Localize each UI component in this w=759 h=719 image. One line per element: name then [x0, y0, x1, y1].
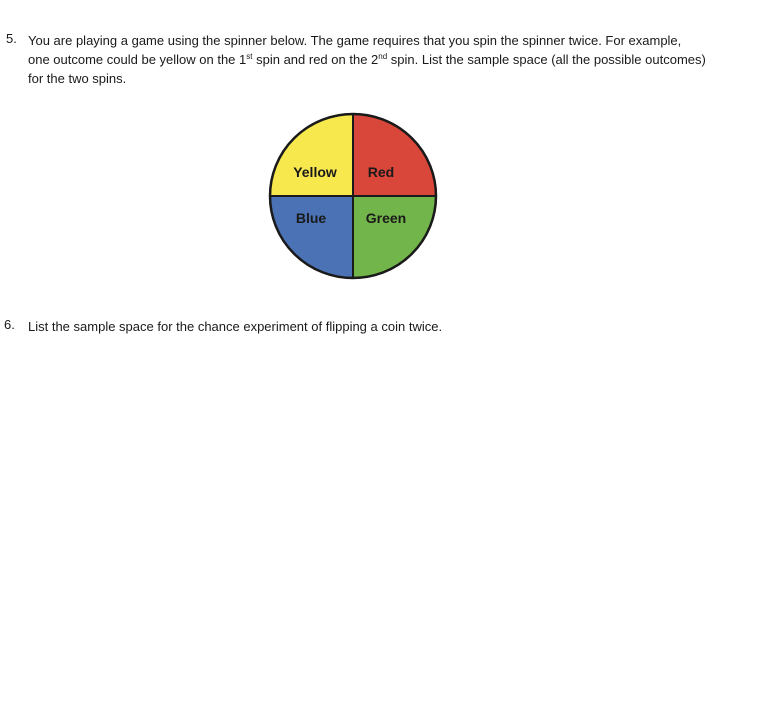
- question-number: 6.: [4, 317, 15, 332]
- spinner-label-yellow: Yellow: [293, 164, 337, 180]
- spinner-label-blue: Blue: [295, 210, 327, 226]
- ordinal-suffix-nd: nd: [378, 52, 388, 61]
- spinner-label-green: Green: [365, 210, 407, 226]
- question-6: [4, 317, 704, 336]
- question-text-part: spin and red on the 2: [252, 52, 379, 67]
- spinner-label-red: Red: [367, 164, 395, 180]
- question-text: [28, 31, 706, 88]
- question-text-part: spin. List the sample space (all the possible outcomes) for the two spins.: [28, 52, 706, 86]
- question-text: List the sample space for the chance experiment of flipping a coin twice.: [28, 319, 443, 334]
- question-text-part: You are playing a game using the spinner below. The game requires that you spin the spinner twice. For example, one outcome could be yellow on the 1: [28, 33, 682, 67]
- question-5: [6, 31, 706, 88]
- question-number: 5.: [6, 31, 17, 46]
- ordinal-suffix-st: st: [246, 52, 253, 61]
- spinner: [268, 112, 438, 280]
